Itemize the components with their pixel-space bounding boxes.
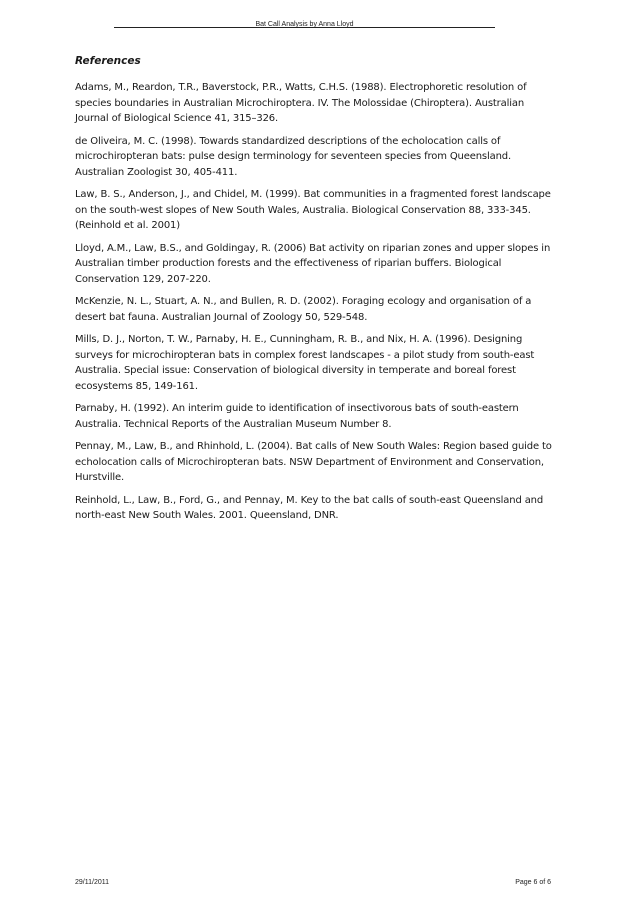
reference-entry: Adams, M., Reardon, T.R., Baverstock, P.R., Watts, C.H.S. (1988). Electrophoretic resolution of species boundaries in Australian Microchiroptera. IV. The Molossidae (Chiroptera). Australian Journal of Biological Science 41, 315–326. xyxy=(75,82,527,124)
reference-list xyxy=(75,80,555,524)
reference-entry: Lloyd, A.M., Law, B.S., and Goldingay, R. (2006) Bat activity on riparian zones and upper slopes in Australian timber production forests and the effectiveness of riparian buffers. Biological Conservation 129, 207-220. xyxy=(75,242,551,285)
reference-entry: Pennay, M., Law, B., and Rhinhold, L. (2004). Bat calls of New South Wales: Region based guide to echolocation calls of Microchiropteran bats. NSW Department of Environment and Conservation, Hurstville. xyxy=(75,441,552,483)
reference-entry: Reinhold, L., Law, B., Ford, G., and Pennay, M. Key to the bat calls of south-east Queensland and north-east New South Wales. 2001. Queensland, DNR. xyxy=(75,494,544,521)
running-title: Bat Call Analysis by Anna Lloyd xyxy=(255,21,354,28)
reference-entry: Parnaby, H. (1992). An interim guide to identification of insectivorous bats of south-eastern Australia. Technical Reports of the Australian Museum Number 8. xyxy=(75,403,519,430)
references-section xyxy=(75,52,555,531)
reference-entry: McKenzie, N. L., Stuart, A. N., and Bullen, R. D. (2002). Foraging ecology and organisation of a desert bat fauna. Australian Journal of Zoology 50, 529-548. xyxy=(75,296,532,323)
page-header xyxy=(114,11,495,28)
reference-entry: Law, B. S., Anderson, J., and Chidel, M. (1999). Bat communities in a fragmented forest landscape on the south-west slopes of New South Wales, Australia. Biological Conservation 88, 333-345. (Reinhold et al. 2001) xyxy=(75,189,551,231)
reference-entry: de Oliveira, M. C. (1998). Towards standardized descriptions of the echolocation calls of microchiropteran bats: pulse design terminology for seventeen species from Queensland. Australian Zoologist 30, 405-411. xyxy=(75,135,512,178)
page-footer xyxy=(75,879,551,886)
section-heading: References xyxy=(75,55,141,67)
page-number: Page 6 of 6 xyxy=(515,879,551,886)
footer-date: 29/11/2011 xyxy=(75,879,109,886)
reference-entry: Mills, D. J., Norton, T. W., Parnaby, H. E., Cunningham, R. B., and Nix, H. A. (1996). Designing surveys for microchiropteran bats in complex forest landscapes - a pilot study from south-east Australia. Special issue: Conservation of biological diversity in temperate and boreal forest ecosystems 85, 149-161. xyxy=(75,334,535,392)
